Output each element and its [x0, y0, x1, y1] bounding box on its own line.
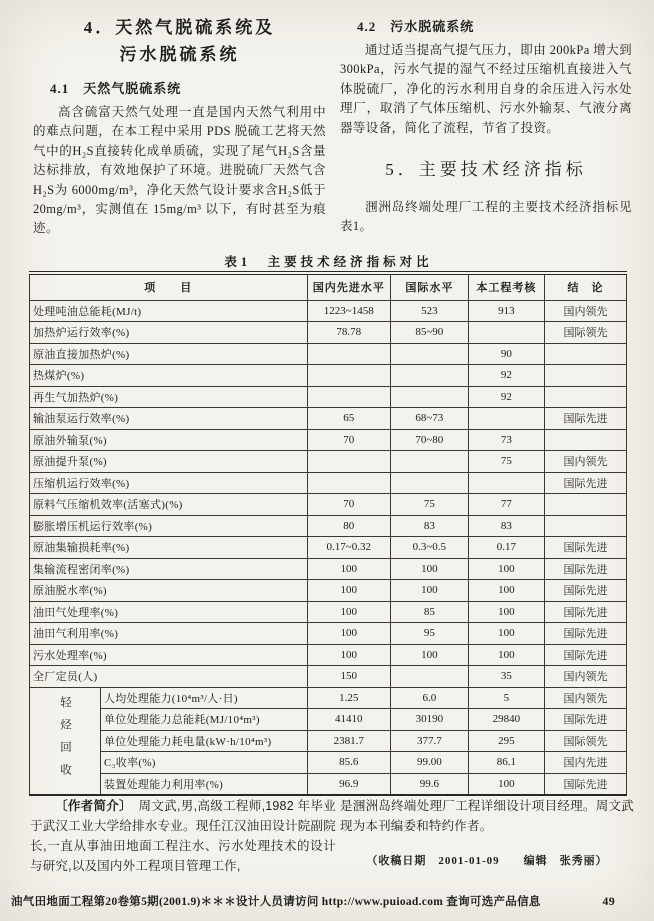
- column-header: 国内先进水平: [307, 273, 390, 300]
- table-cell: 2381.7: [307, 730, 390, 752]
- table-cell: [545, 515, 627, 537]
- row-label: 装置处理能力利用率(%): [101, 773, 308, 795]
- table-row: [30, 429, 627, 451]
- table-cell: 30190: [390, 709, 468, 731]
- table-cell: 国际先进: [545, 623, 627, 645]
- left-column: [33, 14, 326, 239]
- table-cell: 100: [468, 580, 544, 602]
- column-header: 项 目: [30, 273, 308, 300]
- table-row: [30, 386, 627, 408]
- row-label: 膨胀增压机运行效率(%): [30, 515, 308, 537]
- table-cell: [390, 365, 468, 387]
- table-cell: 95: [390, 623, 468, 645]
- table-cell: 90: [468, 343, 544, 365]
- table-cell: 100: [307, 558, 390, 580]
- table-cell: 国内领先: [545, 451, 627, 473]
- table-row: [30, 730, 627, 752]
- table-row: [30, 752, 627, 774]
- row-label: C₃收率(%): [101, 752, 308, 774]
- table-cell: [390, 386, 468, 408]
- table-header-row: [30, 273, 627, 300]
- table-cell: 70: [307, 494, 390, 516]
- row-label: 加热炉运行效率(%): [30, 322, 308, 344]
- table-cell: [545, 429, 627, 451]
- table-cell: 75: [390, 494, 468, 516]
- table-cell: 国际先进: [545, 537, 627, 559]
- table-cell: [468, 322, 544, 344]
- section5-title: 5．主要技术经济指标: [385, 160, 587, 180]
- section4-1-heading: 4.1 天然气脱硫系统: [50, 81, 182, 96]
- received-date-line: （收稿日期 2001-01-09 编辑 张秀丽）: [366, 855, 608, 867]
- table-cell: [307, 343, 390, 365]
- table-cell: 国内先进: [545, 752, 627, 774]
- table-cell: 国际先进: [545, 709, 627, 731]
- table-cell: 100: [307, 623, 390, 645]
- table-cell: 100: [468, 644, 544, 666]
- table-cell: 85.6: [307, 752, 390, 774]
- row-label: 原油提升泵(%): [30, 451, 308, 473]
- author-bio-right: [340, 796, 634, 868]
- author-bio-continued: 是涠洲岛终端处理厂工程详细设计项目经理。周文武现为本刊编委和特约作者。: [340, 799, 634, 833]
- row-label: 油田气利用率(%): [30, 623, 308, 645]
- table-cell: 国际先进: [545, 644, 627, 666]
- section4-1-paragraph: 高含硫富天然气处理一直是国内天然气利用中的难点问题，在本工程中采用 PDS 脱硫工艺将天然气中的H₂S直接转化成单质硫，实现了尾气H₂S含量达标排放，有效地保护了环境。进脱硫厂天然气含H₂S为 6000mg/m³，净化天然气设计要求含H₂S低于 20mg/m³，实测值在 15mg/m³ 以下，有时甚至为痕迹。: [33, 105, 326, 236]
- table-row: [30, 515, 627, 537]
- row-label: 单位处理能力总能耗(MJ/10⁴m³): [101, 709, 308, 731]
- table-cell: 国际领先: [545, 730, 627, 752]
- section4-title-line1: 4．天然气脱硫系统及: [83, 18, 276, 37]
- table-cell: [307, 386, 390, 408]
- indicators-table: [29, 271, 627, 796]
- table-row: [30, 343, 627, 365]
- table-cell: 96.9: [307, 773, 390, 795]
- table-cell: 国际先进: [545, 773, 627, 795]
- table-cell: 100: [468, 558, 544, 580]
- table-cell: [545, 494, 627, 516]
- table-cell: 国内领先: [545, 300, 627, 322]
- section4-2-paragraph: 通过适当提高气提气压力，即由 200kPa 增大到 300kPa，污水气提的湿气不经过压缩机直接进入气体脱硫厂，净化的污水利用自身的余压进入污水处理厂，取消了气体压缩机、污水外输泵、气液分离器等设备，简化了流程，节省了投资。: [340, 43, 632, 135]
- table-body: [30, 300, 627, 795]
- table-cell: 150: [307, 666, 390, 688]
- table-row: [30, 623, 627, 645]
- row-label: 单位处理能力耗电量(kW·h/10⁴m³): [101, 730, 308, 752]
- author-bio-left: [30, 796, 336, 876]
- table-cell: 100: [307, 580, 390, 602]
- table-cell: 70~80: [390, 429, 468, 451]
- table-row: [30, 472, 627, 494]
- table-cell: 35: [468, 666, 544, 688]
- table-cell: 0.3~0.5: [390, 537, 468, 559]
- table-cell: 85: [390, 601, 468, 623]
- table-cell: 85~90: [390, 322, 468, 344]
- table-cell: 913: [468, 300, 544, 322]
- table-cell: 99.00: [390, 752, 468, 774]
- table-row: [30, 408, 627, 430]
- table-cell: 523: [390, 300, 468, 322]
- group-label: 轻烃回收: [30, 687, 101, 795]
- table-cell: 92: [468, 365, 544, 387]
- table-cell: 77: [468, 494, 544, 516]
- table-cell: [390, 343, 468, 365]
- table-cell: 41410: [307, 709, 390, 731]
- section4-title-line2: 污水脱硫系统: [119, 45, 240, 64]
- table-cell: [468, 408, 544, 430]
- table-cell: 6.0: [390, 687, 468, 709]
- footer-journal-info: 油气田地面工程第20卷第5期(2001.9)＊＊＊设计人员请访问 http://www.puioad.com 查询可选产品信息: [11, 896, 541, 908]
- row-label: 处理吨油总能耗(MJ/t): [30, 300, 308, 322]
- table-row: [30, 580, 627, 602]
- table-cell: 29840: [468, 709, 544, 731]
- table-cell: 65: [307, 408, 390, 430]
- table-row: [30, 773, 627, 795]
- row-label: 集输流程密闭率(%): [30, 558, 308, 580]
- row-label: 原油外输泵(%): [30, 429, 308, 451]
- section5-paragraph: 涠洲岛终端处理厂工程的主要技术经济指标见表1。: [340, 200, 632, 234]
- table-cell: 100: [390, 580, 468, 602]
- table-cell: 100: [307, 601, 390, 623]
- table-cell: 70: [307, 429, 390, 451]
- table-cell: 83: [468, 515, 544, 537]
- table-cell: 78.78: [307, 322, 390, 344]
- row-label: 输油泵运行效率(%): [30, 408, 308, 430]
- table-cell: 国际先进: [545, 601, 627, 623]
- table-cell: 国际领先: [545, 322, 627, 344]
- table-row: [30, 666, 627, 688]
- row-label: 原油脱水率(%): [30, 580, 308, 602]
- column-header: 本工程考核: [468, 273, 544, 300]
- table-cell: 100: [468, 623, 544, 645]
- table-cell: [468, 472, 544, 494]
- table-cell: 75: [468, 451, 544, 473]
- table-cell: 1223~1458: [307, 300, 390, 322]
- table-cell: [307, 451, 390, 473]
- column-header: 国际水平: [390, 273, 468, 300]
- table-cell: 73: [468, 429, 544, 451]
- table-row: [30, 537, 627, 559]
- table-row: [30, 558, 627, 580]
- right-column: [340, 16, 632, 237]
- table-cell: 295: [468, 730, 544, 752]
- table-cell: 国际先进: [545, 408, 627, 430]
- table-row: [30, 451, 627, 473]
- column-header: 结 论: [545, 273, 627, 300]
- table-cell: [390, 666, 468, 688]
- table-cell: 100: [307, 644, 390, 666]
- row-label: 压缩机运行效率(%): [30, 472, 308, 494]
- table-row: [30, 494, 627, 516]
- table-cell: 68~73: [390, 408, 468, 430]
- table-cell: 100: [390, 644, 468, 666]
- table-cell: 99.6: [390, 773, 468, 795]
- table-row: [30, 644, 627, 666]
- table-cell: 377.7: [390, 730, 468, 752]
- section4-2-heading: 4.2 污水脱硫系统: [357, 19, 475, 34]
- table-cell: 国际先进: [545, 472, 627, 494]
- row-label: 原料气压缩机效率(活塞式)(%): [30, 494, 308, 516]
- table-cell: [545, 386, 627, 408]
- table-cell: 100: [390, 558, 468, 580]
- table-title: 表1 主要技术经济指标对比: [224, 255, 433, 269]
- page-footer: [11, 893, 643, 909]
- table-cell: 5: [468, 687, 544, 709]
- table-row: [30, 687, 627, 709]
- row-label: 污水处理率(%): [30, 644, 308, 666]
- row-label: 热煤炉(%): [30, 365, 308, 387]
- row-label: 全厂定员(人): [30, 666, 308, 688]
- table-header: [30, 273, 627, 300]
- table-cell: 国际先进: [545, 558, 627, 580]
- author-bio-label: 〔作者简介〕: [55, 799, 126, 813]
- row-label: 原油直接加热炉(%): [30, 343, 308, 365]
- table-cell: 100: [468, 773, 544, 795]
- author-bio-text: 周文武,男,高级工程师,1982 年毕业于武汉工业大学给排水专业。现任江汉油田设计院副院长,一直从事油田地面工程注水、污水处理技术的设计与研究,以及国内外工程项目管理工作,: [30, 799, 337, 873]
- author-bio-paragraph: [30, 796, 336, 876]
- table-cell: 国内领先: [545, 666, 627, 688]
- row-label: 原油集输损耗率(%): [30, 537, 308, 559]
- table-cell: [307, 365, 390, 387]
- table-row: [30, 601, 627, 623]
- row-label: 油田气处理率(%): [30, 601, 308, 623]
- table-cell: [545, 343, 627, 365]
- table-cell: 国际先进: [545, 580, 627, 602]
- row-label: 再生气加热炉(%): [30, 386, 308, 408]
- table-cell: [307, 472, 390, 494]
- table-cell: 100: [468, 601, 544, 623]
- table-cell: 92: [468, 386, 544, 408]
- table-cell: 1.25: [307, 687, 390, 709]
- table-cell: [390, 472, 468, 494]
- table-row: [30, 300, 627, 322]
- table-cell: 83: [390, 515, 468, 537]
- page-number: 49: [602, 893, 615, 908]
- table-row: [30, 365, 627, 387]
- table-row: [30, 709, 627, 731]
- table-cell: 0.17~0.32: [307, 537, 390, 559]
- table-cell: 0.17: [468, 537, 544, 559]
- table-cell: 80: [307, 515, 390, 537]
- row-label: 人均处理能力(10⁴m³/人·日): [101, 687, 308, 709]
- table-row: [30, 322, 627, 344]
- table-cell: 国内领先: [545, 687, 627, 709]
- section4-title: [33, 14, 326, 68]
- table-cell: 86.1: [468, 752, 544, 774]
- table-cell: [390, 451, 468, 473]
- table-cell: [545, 365, 627, 387]
